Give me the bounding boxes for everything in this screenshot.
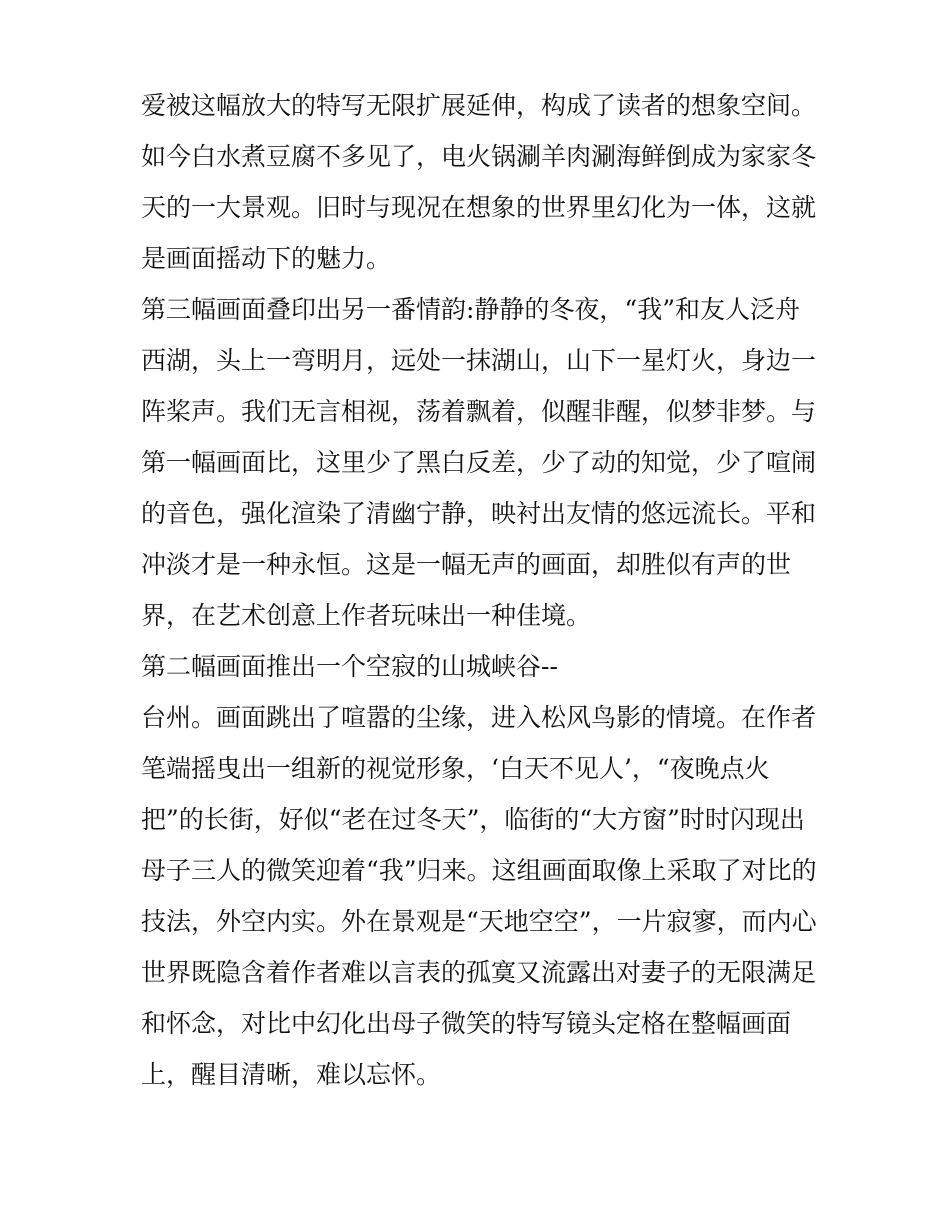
text-line: 的音色，强化渲染了清幽宁静，映衬出友情的悠远流长。平和 (141, 499, 817, 528)
text-line: 和怀念，对比中幻化出母子微笑的特写镜头定格在整幅画面 (141, 1009, 792, 1038)
body-text (141, 80, 821, 1100)
text-line: 天的一大景观。旧时与现况在想象的世界里幻化为一体，这就 (141, 193, 817, 222)
text-line: 是画面摇动下的魅力。 (141, 244, 392, 273)
text-line: 母子三人的微笑迎着“我”归来。这组画面取像上采取了对比的 (141, 856, 817, 885)
text-line: 笔端摇曳出一组新的视觉形象，‘白天不见人’，“夜晚点火 (141, 754, 770, 783)
text-line: 上，醒目清晰，难以忘怀。 (141, 1060, 442, 1089)
text-line: 把”的长街，好似“老在过冬天”，临街的“大方窗”时时闪现出 (141, 805, 805, 834)
text-line: 爱被这幅放大的特写无限扩展延伸，构成了读者的想象空间。 (141, 91, 817, 120)
text-line: 世界既隐含着作者难以言表的孤寞又流露出对妻子的无限满足 (141, 958, 817, 987)
text-line: 如今白水煮豆腐不多见了，电火锅涮羊肉涮海鲜倒成为家家冬 (141, 142, 817, 171)
text-line: 界，在艺术创意上作者玩味出一种佳境。 (141, 601, 592, 630)
text-line: 台州。画面跳出了喧嚣的尘缘，进入松风鸟影的情境。在作者 (141, 703, 817, 732)
text-line: 第三幅画面叠印出另一番情韵:静静的冬夜，“我”和友人泛舟 (141, 295, 800, 324)
text-line: 冲淡才是一种永恒。这是一幅无声的画面，却胜似有声的世 (141, 550, 792, 579)
text-line: 第一幅画面比，这里少了黑白反差，少了动的知觉，少了喧闹 (141, 448, 817, 477)
text-line: 技法，外空内实。外在景观是“天地空空”，一片寂寥，而内心 (141, 907, 817, 936)
text-line: 西湖，头上一弯明月，远处一抹湖山，山下一星灯火，身边一 (141, 346, 817, 375)
text-line: 第二幅画面推出一个空寂的山城峡谷-- (141, 652, 558, 681)
text-line: 阵桨声。我们无言相视，荡着飘着，似醒非醒，似梦非梦。与 (141, 397, 817, 426)
